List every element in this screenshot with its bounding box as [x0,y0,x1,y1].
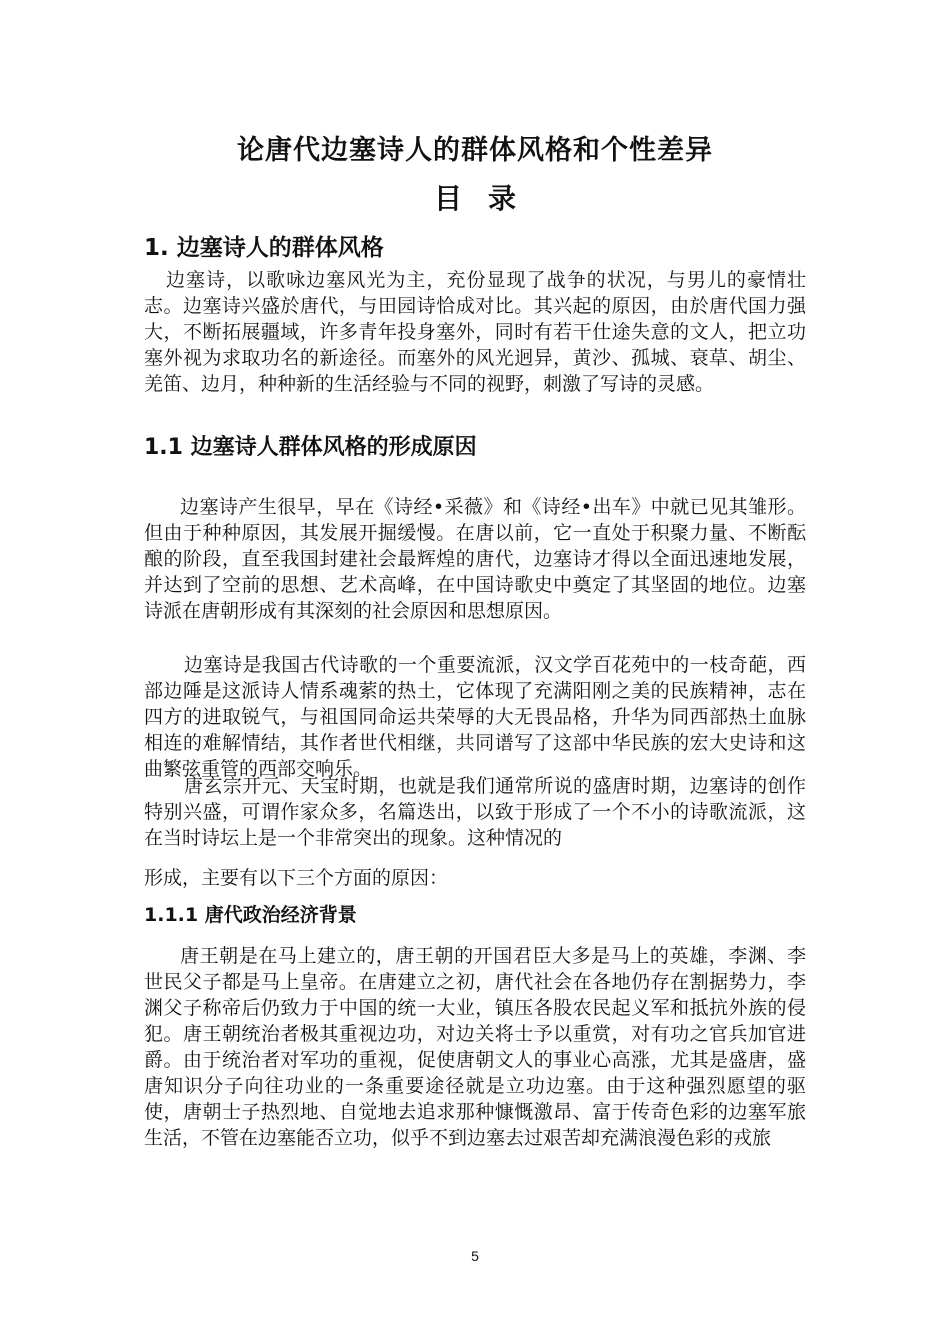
section-1-paragraph: 边塞诗，以歌咏边塞风光为主，充份显现了战争的状况，与男儿的豪情壮志。边塞诗兴盛於唐代，与田园诗恰成对比。其兴起的原因，由於唐代国力强大，不断拓展疆域，许多青年投身塞外，同时有若干仕途失意的文人，把立功塞外视为求取功名的新途径。而塞外的风光迥异，黄沙、孤城、衰草、胡尘、羌笛、边月，种种新的生活经验与不同的视野，刺激了写诗的灵感。 [144,269,806,395]
section-1-1-paragraph-1: 边塞诗产生很早，早在《诗经•采薇》和《诗经•出车》中就已见其雏形。但由于种种原因，其发展开掘缓慢。在唐以前，它一直处于积聚力量、不断酝酿的阶段，直至我国封建社会最辉煌的唐代，边塞诗才得以全面迅速地发展，并达到了空前的思想、艺术高峰，在中国诗歌史中奠定了其坚固的地位。边塞诗派在唐朝形成有其深刻的社会原因和思想原因。 [144,496,806,622]
page-number: 5 [471,1248,479,1264]
document-title: 论唐代边塞诗人的群体风格和个性差异 [237,135,713,166]
section-heading-1-1: 1.1 边塞诗人群体风格的形成原因 [144,435,477,460]
section-1-1-1-paragraph: 唐王朝是在马上建立的，唐王朝的开国君臣大多是马上的英雄，李渊、李世民父子都是马上皇帝。在唐建立之初，唐代社会在各地仍存在割据势力，李渊父子称帝后仍致力于中国的统一大业，镇压各股农民起义军和抵抗外族的侵犯。唐王朝统治者极其重视边功，对边关将士予以重赏，对有功之官兵加官进爵。由于统治者对军功的重视，促使唐朝文人的事业心高涨，尤其是盛唐，盛唐知识分子向往功业的一条重要途径就是立功边塞。由于这种强烈愿望的驱使，唐朝士子热烈地、自觉地去追求那种慷慨激昂、富于传奇色彩的边塞军旅生活，不管在边塞能否立功，似乎不到边塞去过艰苦却充满浪漫色彩的戎旅 [144,945,806,1149]
section-1-1-paragraph-3: 唐玄宗开元、天宝时期，也就是我们通常所说的盛唐时期，边塞诗的创作特别兴盛，可谓作家众多，名篇迭出，以致于形成了一个不小的诗歌流派，这在当时诗坛上是一个非常突出的现象。这种情况的 [144,775,806,849]
section-heading-1: 1. 边塞诗人的群体风格 [144,235,384,261]
section-1-1-paragraph-4: 形成，主要有以下三个方面的原因： [144,867,449,889]
section-1-1-paragraph-2: 边塞诗是我国古代诗歌的一个重要流派，汉文学百花苑中的一枝奇葩，西部边陲是这派诗人情系魂萦的热土，它体现了充满阳刚之美的民族精神，志在四方的进取锐气，与祖国同命运共荣辱的大无畏品格，升华为同西部热土血脉相连的难解情结，其作者世代相继，共同谱写了这部中华民族的宏大史诗和这曲繁弦重管的西部交响乐。 [144,654,806,780]
section-heading-1-1-1: 1.1.1 唐代政治经济背景 [144,904,357,926]
toc-heading: 目录 [433,182,542,215]
